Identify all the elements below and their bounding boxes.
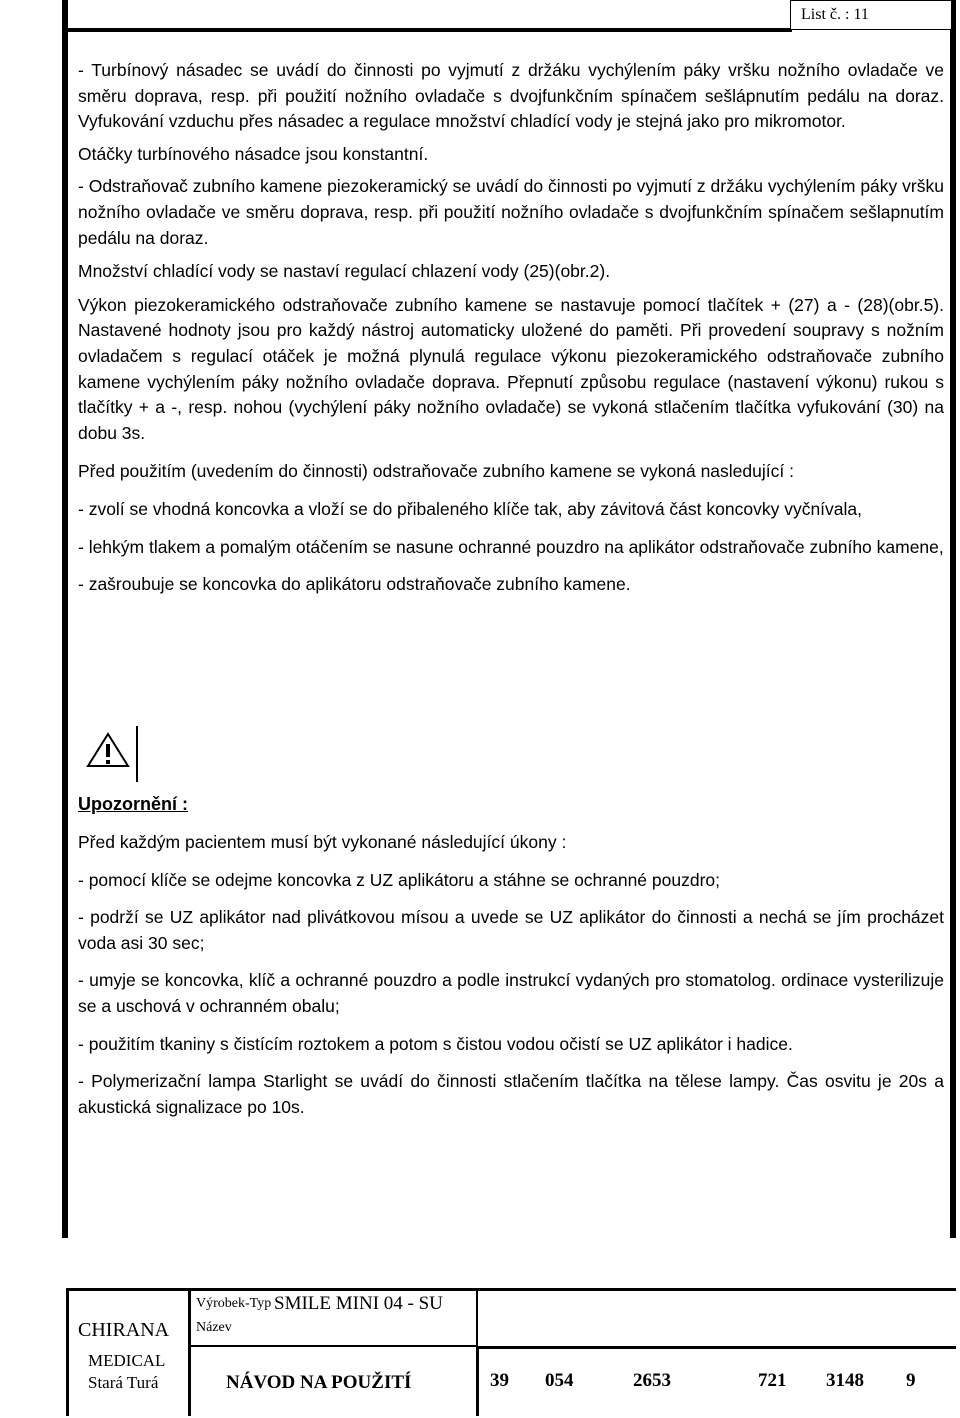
- warning-text: [78, 830, 944, 1120]
- code-1: 39: [490, 1370, 509, 1391]
- warning-heading: Upozornění :: [78, 794, 188, 814]
- warning-intro: Před každým pacientem musí být vykonané následující úkony :: [78, 832, 567, 852]
- name-label: Název: [196, 1320, 232, 1335]
- code-2: 054: [545, 1370, 574, 1391]
- warning-step-2: - podrží se UZ aplikátor nad plivátkovou mísou a uvede se UZ aplikátor do činnosti a nechá se jím procházet voda asi 30 sec;: [78, 907, 944, 953]
- paragraph-step-2: - lehkým tlakem a pomalým otáčením se nasune ochranné pouzdro na aplikátor odstraňovače zubního kamene,: [78, 536, 944, 557]
- paragraph-step-3: - zašroubuje se koncovka do aplikátoru odstraňovače zubního kamene.: [78, 574, 631, 595]
- page-number: List č. : 11: [801, 6, 869, 23]
- warning-step-1: - pomocí klíče se odejme koncovka z UZ aplikátoru a stáhne se ochranné pouzdro;: [78, 869, 721, 890]
- warning-step-4: - použitím tkaniny s čistícím roztokem a potom s čistou vodou očistí se UZ aplikátor i hadice.: [78, 1033, 793, 1054]
- paragraph-scaler: - Odstraňovač zubního kamene piezokeramický se uvádí do činnosti po vyjmutí z držáku vychýlením páky vršku nožního ovladače ve směru doprava, resp. při použití nožního ovladače s dvojfunkčním spínačem sešlapnutím pedálu na doraz.: [78, 176, 944, 248]
- body-text: [78, 58, 944, 598]
- title-block: [66, 1288, 956, 1416]
- paragraph-cooling: Množství chladící vody se nastaví regulací chlazení vody (25)(obr.2).: [78, 261, 611, 282]
- document-title: NÁVOD NA POUŽITÍ: [226, 1372, 412, 1393]
- paragraph-power: Výkon piezokeramického odstraňovače zubního kamene se nastavuje pomocí tlačítek + (27) a - (28)(obr.5). Nastavené hodnoty jsou pro každý nástroj automaticky uložené do paměti. Při provedení soupravy s nožním ovladačem s regulací otáček je možná plynulá regulace výkonu piezokeramického odstraňovače zubního kamene vychýlením páky nožního ovladače doprava. Přepnutí způsobu regulace (nastavení výkonu) rukou s tlačítky + a -, resp. nohou (vychýlení páky nožního ovladače) se vykoná stlačením tlačítka vyfukování (30) na dobu 3s.: [78, 294, 944, 443]
- code-5: 3148: [826, 1370, 864, 1391]
- warning-step-3: - umyje se koncovka, klíč a ochranné pouzdro a podle instrukcí vydaných pro stomatolog. ordinace vysterilizuje se a uschová v ochranném obalu;: [78, 970, 944, 1016]
- warning-triangle-icon: [84, 726, 140, 782]
- paragraph-step-1: - zvolí se vhodná koncovka a vloží se do přibaleného klíče tak, aby závitová část koncovky vyčnívala,: [78, 498, 863, 519]
- company-location: Stará Turá: [88, 1373, 159, 1392]
- code-6: 9: [906, 1370, 916, 1391]
- warning-step-5: - Polymerizační lampa Starlight se uvádí do činnosti stlačením tlačítka na tělese lampy. Čas osvitu je 20s a akustická signalizace po 10s.: [78, 1071, 944, 1117]
- product-label: Výrobek-Typ: [196, 1296, 272, 1311]
- product-type: SMILE MINI 04 - SU: [274, 1293, 443, 1314]
- code-4: 721: [758, 1370, 787, 1391]
- frame-left-border: [62, 0, 68, 1238]
- page-number-box: [790, 0, 952, 30]
- paragraph-before-use: Před použitím (uvedením do činnosti) odstraňovače zubního kamene se vykoná nasledující :: [78, 461, 794, 482]
- paragraph-turbine: - Turbínový násadec se uvádí do činnosti po vyjmutí z držáku vychýlením páky vršku nožního ovladače ve směru doprava, resp. při použití nožního ovladače s dvojfunkčním spínačem sešlápnutím pedálu na doraz. Vyfukování vzduchu přes násadec a regulace množství chladící vody je stejná jako pro mikromotor.: [78, 60, 944, 132]
- paragraph-turbine-speed: Otáčky turbínového násadce jsou konstantní.: [78, 143, 429, 164]
- company-name: CHIRANA: [78, 1319, 170, 1341]
- company-division: MEDICAL: [88, 1351, 166, 1370]
- frame-top-border: [62, 28, 792, 32]
- frame-right-border: [950, 0, 956, 1238]
- code-3: 2653: [633, 1370, 671, 1391]
